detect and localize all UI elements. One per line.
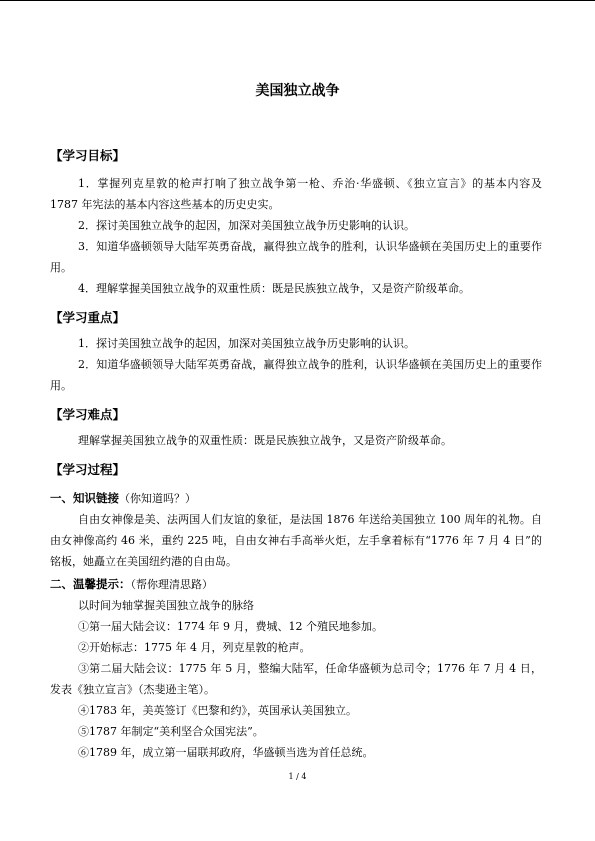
key-point-item-1: 1．探讨美国独立战争的起因，加深对美国独立战争历史影响的认识。 xyxy=(78,337,415,350)
section-heading-goals: 【学习目标】 xyxy=(50,148,126,163)
section-heading-key-points: 【学习重点】 xyxy=(50,310,126,325)
key-point-item-2: 2．知道华盛顿领导大陆军英勇奋战，赢得独立战争的胜利，认识华盛顿在美国历史上的重要作用。 xyxy=(50,358,542,392)
part2-note: （帮你理清思路） xyxy=(130,578,213,591)
timeline-intro: 以时间为轴掌握美国独立战争的脉络 xyxy=(78,599,254,612)
part1-label: 一、知识链接 xyxy=(50,491,119,505)
goal-item-2: 2．探讨美国独立战争的起因，加深对美国独立战争历史影响的认识。 xyxy=(78,219,415,232)
timeline-item-5: ⑤1787 年制定“美利坚合众国宪法”。 xyxy=(78,725,264,738)
part2-header xyxy=(50,573,213,592)
section-heading-difficulties: 【学习难点】 xyxy=(50,407,126,422)
goal-item-4: 4．理解掌握美国独立战争的双重性质：既是民族独立战争，又是资产阶级革命。 xyxy=(78,282,470,295)
goal-item-1: 1．掌握列克星敦的枪声打响了独立战争第一枪、乔治·华盛顿、《独立宣言》的基本内容及 1787 年宪法的基本内容这些基本的历史史实。 xyxy=(50,177,542,211)
top-border xyxy=(0,0,595,1)
part2-label: 二、温馨提示： xyxy=(50,577,131,591)
timeline-item-6: ⑥1789 年，成立第一届联邦政府，华盛顿当选为首任总统。 xyxy=(78,746,374,759)
knowledge-link-text: 自由女神像是美、法两国人们友谊的象征，是法国 1876 年送给美国独立 100 周年的礼物。自由女神像高约 46 米，重约 225 吨，自由女神右手高举火炬，左手拿着标有“1776 年 7 月 4 日”的铭板，她矗立在美国纽约港的自由岛。 xyxy=(50,513,542,568)
goal-item-3: 3．知道华盛顿领导大陆军英勇奋战，赢得独立战争的胜利，认识华盛顿在美国历史上的重要作用。 xyxy=(50,240,542,274)
timeline-item-4: ④1783 年，美英签订《巴黎和约》，英国承认美国独立。 xyxy=(78,704,357,717)
page-title: 美国独立战争 xyxy=(255,83,340,99)
timeline-item-2: ②开始标志：1775 年 4 月，列克星敦的枪声。 xyxy=(78,641,311,654)
timeline-item-1: ①第一届大陆会议：1774 年 9 月，费城、12 个殖民地参加。 xyxy=(78,620,383,633)
page-number: 1 / 4 xyxy=(288,772,307,781)
part1-header xyxy=(50,487,196,506)
section-heading-process: 【学习过程】 xyxy=(50,462,126,477)
part1-note: （你知道吗？） xyxy=(119,492,196,505)
difficulty-text: 理解掌握美国独立战争的双重性质：既是民族独立战争，又是资产阶级革命。 xyxy=(78,434,452,447)
timeline-item-3: ③第二届大陆会议：1775 年 5 月，整编大陆军，任命华盛顿为总司令；1776 年 7 月 4 日，发表《独立宣言》（杰斐逊主笔）。 xyxy=(50,662,542,696)
